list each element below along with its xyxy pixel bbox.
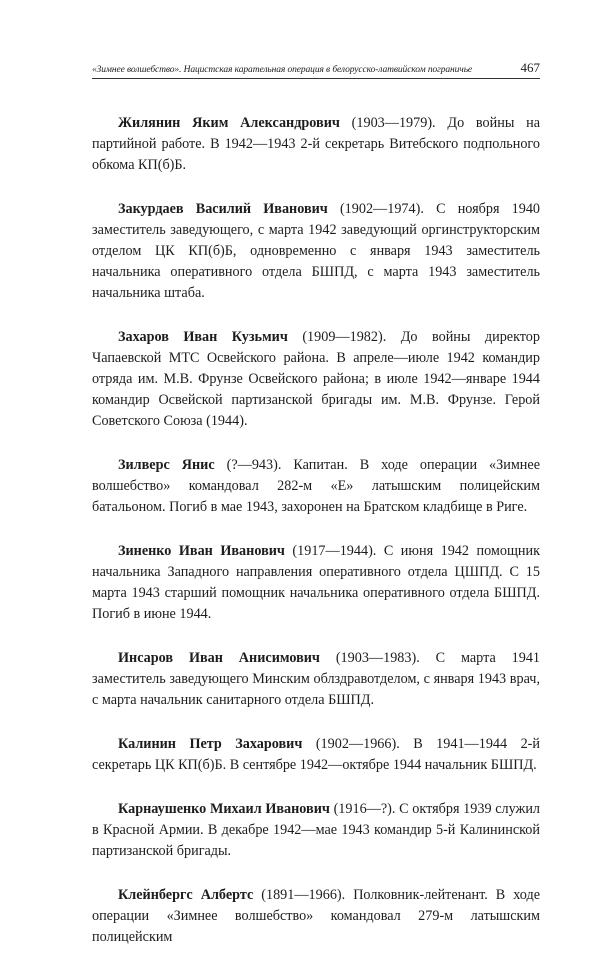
biography-list (92, 113, 540, 971)
entry-text: Полковник-лейтенант. В ходе операции «Зимнее волшебство» командовал 279-м латышским полицейским (92, 887, 541, 945)
entry-dates: (1903—1979). (339, 115, 436, 131)
biography-entry (92, 327, 540, 432)
entry-name: Захаров Иван Кузьмич (118, 329, 288, 345)
entry-dates: (1917—1944). (284, 543, 377, 559)
entry-text: С ноября 1940 заместитель заведующего, с марта 1942 заведующий оргинструкторским отделом ЦК КП(б)Б, одновременно с января 1943 заместитель начальника оперативного отдела БШПД, с марта 1943 заместитель начальника штаба. (92, 201, 541, 301)
entry-dates: (1903—1983). (319, 650, 420, 666)
entry-dates: (?—943). (214, 457, 282, 473)
entry-text: В 1941—1944 2-й секретарь ЦК КП(б)Б. В сентябре 1942—октябре 1944 начальник БШПД. (92, 736, 540, 773)
biography-entry (92, 199, 540, 304)
entry-text: С марта 1941 заместитель заведующего Минским облздравотделом, с января 1943 врач, с марта начальник санитарного отдела БШПД. (92, 650, 541, 708)
entry-name: Зилверс Янис (118, 457, 215, 473)
biography-entry (92, 885, 540, 948)
entry-text: До войны директор Чапаевской МТС Освейского района. В апреле—июле 1942 командир отряда им. М.В. Фрунзе Освейского района; в июле 1942—январе 1944 командир Освейской партизанской бригады им. М.В. Фрунзе. Герой Советского Союза (1944). (92, 329, 540, 429)
page-number: 467 (520, 60, 540, 75)
entry-dates: (1891—1966). (253, 887, 346, 903)
entry-dates: (1909—1982). (287, 329, 387, 345)
biography-entry (92, 113, 540, 176)
entry-dates: (1902—1966). (302, 736, 400, 752)
entry-name: Инсаров Иван Анисимович (118, 650, 320, 666)
biography-entry (92, 648, 540, 711)
biography-entry (92, 734, 540, 776)
entry-text: Капитан. В ходе операции «Зимнее волшебство» командовал 282-м «Е» латышским полицейским батальоном. Погиб в мае 1943, захоронен на Братском кладбище в Риге. (92, 457, 540, 515)
entry-name: Калинин Петр Захарович (118, 736, 303, 752)
biography-entry (92, 455, 540, 518)
entry-text: С июня 1942 помощник начальника Западного направления оперативного отдела ЦШПД. С 15 марта 1943 старший помощник начальника оперативного отдела БШПД. Погиб в июне 1944. (92, 543, 540, 622)
entry-text: С октября 1939 служил в Красной Армии. В декабре 1942—мае 1943 командир 5-й Калининской партизанской бригады. (92, 801, 541, 859)
entry-text: До войны на партийной работе. В 1942—1943 2-й секретарь Витебского подпольного обкома КП(б)Б. (92, 115, 541, 173)
running-title: «Зимнее волшебство». Нацистская карательная операция в белорусско-латвийском пограничье (92, 65, 473, 75)
entry-name: Карнаушенко Михаил Иванович (118, 801, 330, 817)
entry-dates: (1916—?). (329, 801, 396, 817)
entry-name: Закурдаев Василий Иванович (118, 201, 328, 217)
entry-dates: (1902—1974). (327, 201, 424, 217)
entry-name: Зиненко Иван Иванович (118, 543, 285, 559)
biography-entry (92, 799, 540, 862)
entry-name: Жилянин Яким Александрович (118, 115, 340, 131)
biography-entry (92, 541, 540, 625)
entry-name: Клейнбергс Албертс (118, 887, 254, 903)
running-header (92, 60, 540, 79)
